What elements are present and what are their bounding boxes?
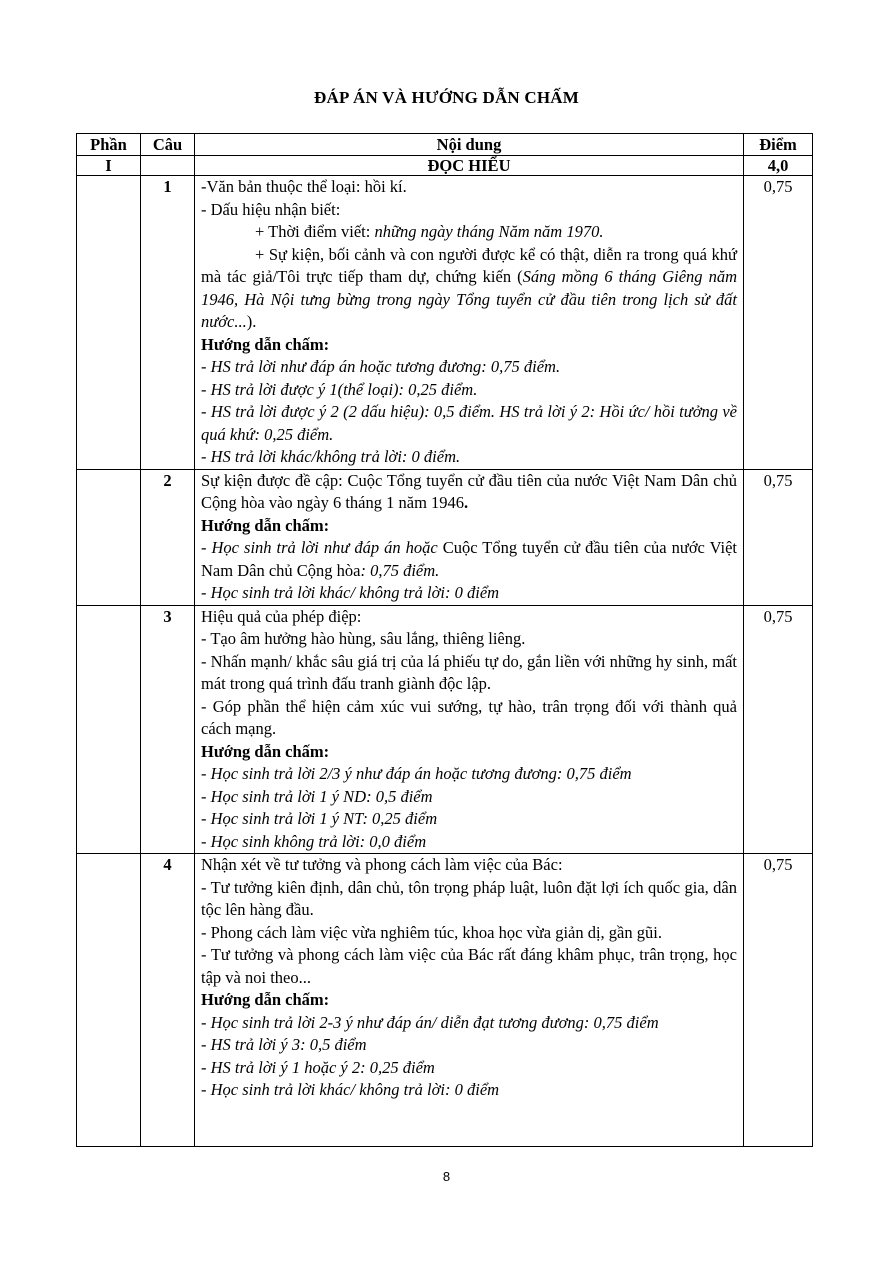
header-question: Câu	[141, 134, 195, 156]
answer-quote: Sáng mồng 6 tháng Giêng năm 1946, Hà Nội tưng bừng trong ngày Tổng tuyển cử đầu tiên trong lịch sử đất nước...	[201, 267, 737, 331]
answer-text: + Thời điểm viết:	[255, 222, 375, 241]
guide-text: : 0,75 điểm.	[360, 560, 440, 580]
guide-text: - Học sinh trả lời như đáp án hoặc	[201, 538, 443, 557]
answer-line: Nhận xét về tư tưởng và phong cách làm việc của Bác:	[201, 855, 563, 874]
guide-text: Cuộc Tổng tuyển cử đầu tiên của nước Việt Nam Dân chủ Cộng hòa	[201, 538, 738, 580]
part-cell	[77, 469, 141, 605]
guide-line: - HS trả lời được ý 1(thể loại): 0,25 điểm.	[201, 379, 478, 399]
grading-table	[76, 133, 813, 1147]
header-score: Điểm	[744, 134, 813, 156]
score-cell: 0,75	[744, 176, 813, 470]
section-score: 4,0	[744, 156, 813, 176]
header-part: Phần	[77, 134, 141, 156]
guide-line: - Học sinh trả lời 1 ý NT: 0,25 điểm	[201, 809, 438, 828]
answer-line: - Tạo âm hưởng hào hùng, sâu lắng, thiêng liêng.	[201, 629, 526, 648]
guide-line: - Học sinh trả lời khác/ không trả lời: 0 điểm	[201, 1080, 500, 1099]
guide-title: Hướng dẫn chấm:	[201, 515, 330, 535]
answer-line: - Tư tưởng kiên định, dân chủ, tôn trọng pháp luật, luôn đặt lợi ích quốc gia, dân tộc lên hàng đầu.	[201, 877, 737, 919]
answer-content	[195, 176, 744, 470]
guide-title: Hướng dẫn chấm:	[201, 334, 330, 354]
guide-title: Hướng dẫn chấm:	[201, 741, 330, 761]
guide-line: - HS trả lời ý 1 hoặc ý 2: 0,25 điểm	[201, 1057, 435, 1077]
section-part: I	[77, 156, 141, 176]
section-title: ĐỌC HIỂU	[195, 156, 744, 176]
answer-content	[195, 605, 744, 854]
table-row	[77, 469, 813, 605]
score-cell: 0,75	[744, 469, 813, 605]
answer-line: - Dấu hiệu nhận biết:	[201, 199, 341, 219]
part-cell	[77, 176, 141, 470]
answer-text: Sự kiện được đề cập: Cuộc Tổng tuyển cử đầu tiên của nước Việt Nam Dân chủ Cộng hòa vào ngày 6 tháng 1 năm 1946	[201, 470, 737, 512]
answer-line	[201, 244, 737, 334]
answer-text: .	[464, 493, 469, 512]
guide-line: - HS trả lời khác/không trả lời: 0 điểm.	[201, 447, 461, 466]
page-number: 8	[442, 1169, 451, 1184]
score-cell: 0,75	[744, 605, 813, 854]
answer-line: - Tư tưởng và phong cách làm việc của Bác rất đáng khâm phục, trân trọng, học tập và noi theo...	[201, 945, 737, 987]
question-number: 1	[141, 176, 195, 470]
section-question-empty	[141, 156, 195, 176]
guide-line: - Học sinh trả lời 2-3 ý như đáp án/ diễn đạt tương đương: 0,75 điểm	[201, 1012, 659, 1032]
guide-line: - HS trả lời như đáp án hoặc tương đương: 0,75 điểm.	[201, 357, 561, 376]
answer-line	[201, 470, 737, 515]
answer-text: ).	[246, 312, 257, 331]
table-header-row	[77, 134, 813, 156]
header-content: Nội dung	[195, 134, 744, 156]
guide-line: - Học sinh trả lời khác/ không trả lời: 0 điểm	[201, 583, 500, 602]
part-cell	[77, 854, 141, 1147]
answer-line: -Văn bản thuộc thể loại: hồi kí.	[201, 177, 407, 196]
answer-line: - Góp phần thể hiện cảm xúc vui sướng, tự hào, trân trọng đối với thành quả cách mạng.	[201, 696, 737, 738]
question-number: 3	[141, 605, 195, 854]
answer-quote: những ngày tháng Năm năm 1970.	[374, 222, 604, 241]
answer-content	[195, 469, 744, 605]
score-cell: 0,75	[744, 854, 813, 1147]
section-row	[77, 156, 813, 176]
guide-line: - Học sinh không trả lời: 0,0 điểm	[201, 831, 427, 851]
guide-line: - Học sinh trả lời 1 ý ND: 0,5 điểm	[201, 786, 433, 806]
answer-line: - Nhấn mạnh/ khắc sâu giá trị của lá phiếu tự do, gắn liền với những hy sinh, mất mát trong quá trình đấu tranh giành độc lập.	[201, 651, 737, 693]
answer-content	[195, 854, 744, 1147]
question-number: 2	[141, 469, 195, 605]
part-cell	[77, 605, 141, 854]
guide-title: Hướng dẫn chấm:	[201, 990, 330, 1009]
answer-text: + Sự kiện, bối cảnh và con người được kể có thật, diễn ra trong quá khứ mà tác giả/Tôi trực tiếp tham dự, chứng kiến (	[201, 244, 737, 286]
question-number: 4	[141, 854, 195, 1147]
table-row	[77, 854, 813, 1147]
guide-line: - Học sinh trả lời 2/3 ý như đáp án hoặc tương đương: 0,75 điểm	[201, 764, 632, 783]
answer-line	[201, 221, 737, 244]
table-row	[77, 176, 813, 470]
guide-line	[201, 537, 737, 582]
page-title: ĐÁP ÁN VÀ HƯỚNG DẪN CHẤM	[314, 88, 579, 107]
answer-line: - Phong cách làm việc vừa nghiêm túc, khoa học vừa giản dị, gần gũi.	[201, 922, 662, 942]
answer-line: Hiệu quả của phép điệp:	[201, 606, 362, 626]
table-row	[77, 605, 813, 854]
guide-line: - HS trả lời được ý 2 (2 dấu hiệu): 0,5 điểm. HS trả lời ý 2: Hồi ức/ hồi tưởng về quá khứ: 0,25 điểm.	[201, 402, 737, 444]
guide-line: - HS trả lời ý 3: 0,5 điểm	[201, 1035, 367, 1054]
